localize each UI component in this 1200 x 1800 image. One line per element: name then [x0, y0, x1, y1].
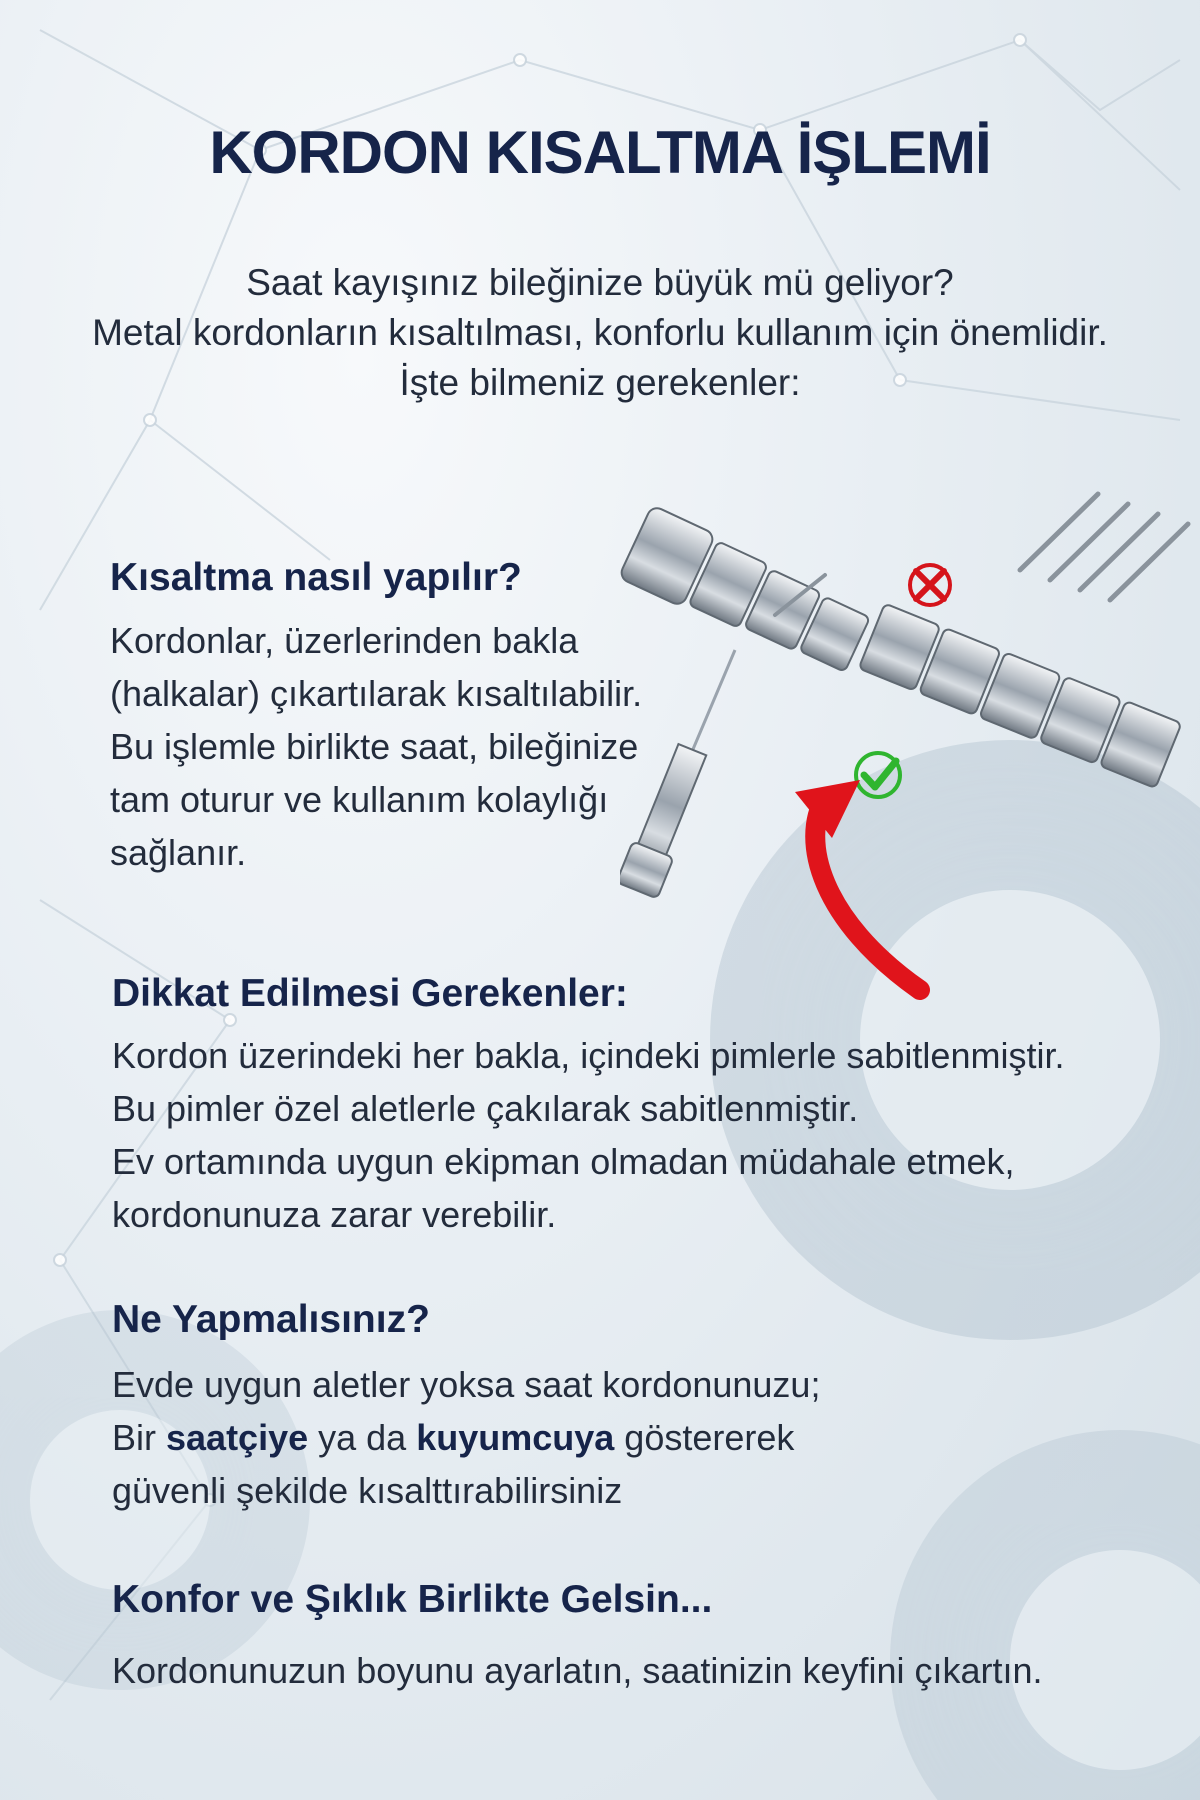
- body-line: Ev ortamında uygun ekipman olmadan müdahale etmek,: [112, 1141, 1015, 1182]
- section-heading-how: Kısaltma nasıl yapılır?: [110, 556, 522, 599]
- body-line: (halkalar) çıkartılarak kısaltılabilir.: [110, 673, 643, 714]
- intro-line: İşte bilmeniz gerekenler:: [399, 362, 801, 403]
- section-body-attention: [112, 1029, 1064, 1241]
- gear-icon: [890, 1430, 1200, 1800]
- cross-icon: [910, 565, 950, 605]
- highlight-watchmaker: saatçiye: [166, 1417, 309, 1458]
- bracelet-illustration: [620, 480, 1200, 1000]
- body-line: [112, 1411, 820, 1464]
- body-line: Kordonunuzun boyunu ayarlatın, saatinizin keyfini çıkartın.: [112, 1650, 1043, 1691]
- section-body-comfort: [112, 1644, 1043, 1697]
- body-line: Bu işlemle birlikte saat, bileğinize: [110, 726, 639, 767]
- bracelet-icon: [859, 603, 1182, 788]
- body-line: sağlanır.: [110, 832, 247, 873]
- intro-line: Saat kayışınız bileğinize büyük mü geliyor?: [246, 262, 954, 303]
- section-body-how: [110, 614, 642, 879]
- body-line: Kordonlar, üzerlerinden bakla: [110, 620, 579, 661]
- body-line: güvenli şekilde kısalttırabilirsiniz: [112, 1470, 623, 1511]
- page-title: KORDON KISALTMA İŞLEMİ: [209, 119, 991, 186]
- section-heading-what-to-do: Ne Yapmalısınız?: [112, 1298, 430, 1341]
- section-body-what-to-do: [112, 1358, 820, 1517]
- section-heading-attention: Dikkat Edilmesi Gerekenler:: [112, 972, 628, 1015]
- intro-line: Metal kordonların kısaltılması, konforlu kullanım için önemlidir.: [92, 312, 1108, 353]
- body-line: Kordon üzerindeki her bakla, içindeki pimlerle sabitlenmiştir.: [112, 1035, 1065, 1076]
- section-heading-comfort: Konfor ve Şıklık Birlikte Gelsin...: [112, 1578, 713, 1621]
- red-arrow-icon: [795, 780, 920, 990]
- text-fragment: ya da: [308, 1417, 417, 1458]
- check-icon: [856, 753, 900, 797]
- body-line: tam oturur ve kullanım kolaylığı: [110, 779, 609, 820]
- pin-icon: [1020, 494, 1188, 600]
- text-fragment: Bir: [112, 1417, 166, 1458]
- text-fragment: göstererek: [614, 1417, 795, 1458]
- highlight-jeweler: kuyumcuya: [416, 1417, 615, 1458]
- intro-text: [40, 258, 1160, 408]
- body-line: kordonunuza zarar verebilir.: [112, 1194, 557, 1235]
- body-line: Bu pimler özel aletlerle çakılarak sabitlenmiştir.: [112, 1088, 859, 1129]
- bracelet-icon: [620, 505, 874, 681]
- body-line: Evde uygun aletler yoksa saat kordonunuzu;: [112, 1364, 821, 1405]
